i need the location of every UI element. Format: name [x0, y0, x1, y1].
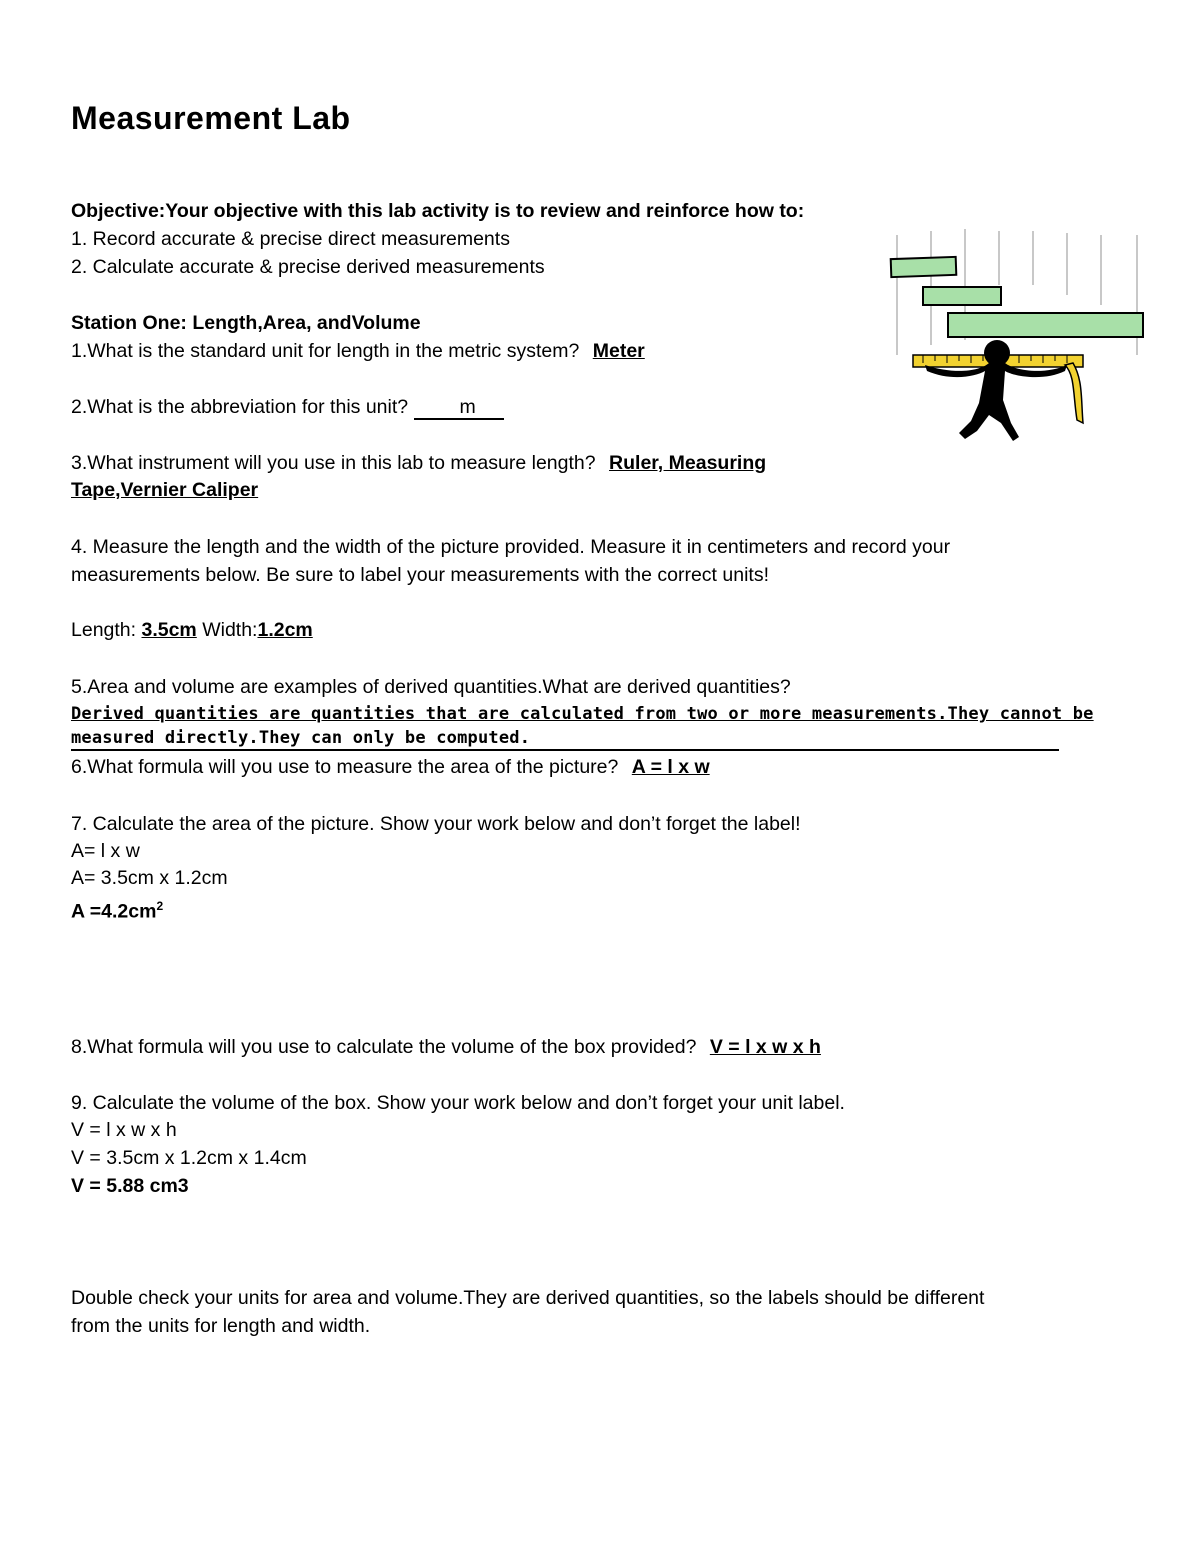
question-1-text: 1.What is the standard unit for length in the metric system? — [71, 340, 580, 362]
question-5-text: 5.Area and volume are examples of derived quantities.What are derived quantities? — [71, 676, 791, 698]
question-7-work-1: A= l x w — [71, 840, 140, 862]
question-7-text: 7. Calculate the area of the picture. Show your work below and don’t forget the label! — [71, 813, 801, 835]
width-label: Width: — [202, 619, 258, 641]
objective-lead: Objective:Your objective with this lab activity is to review and reinforce how to: — [71, 200, 805, 222]
length-value: 3.5cm — [141, 619, 197, 641]
question-2 — [71, 394, 504, 420]
question-3 — [71, 450, 766, 476]
question-3-answer-line1: Ruler, Measuring — [609, 452, 767, 474]
question-6-answer: A = l x w — [631, 756, 710, 778]
question-1 — [71, 338, 645, 364]
closing-note-line1: Double check your units for area and volume.They are derived quantities, so the labels should be different — [71, 1287, 985, 1309]
length-width-row — [71, 617, 313, 643]
question-5-answer-line2: measured directly.They can only be computed. — [71, 727, 1059, 751]
question-4-line2: measurements below. Be sure to label your measurements with the correct units! — [71, 564, 769, 586]
question-9-work-2: V = 3.5cm x 1.2cm x 1.4cm — [71, 1147, 307, 1169]
question-3-answer-line2: Tape,Vernier Caliper — [71, 479, 259, 501]
page-title: Measurement Lab — [71, 100, 351, 136]
question-2-answer: m — [414, 396, 504, 420]
objective-item-1: 1. Record accurate & precise direct measurements — [71, 228, 510, 250]
objective-item-2: 2. Calculate accurate & precise derived measurements — [71, 256, 545, 278]
question-7-result — [71, 893, 163, 925]
closing-note-line2: from the units for length and width. — [71, 1315, 371, 1337]
question-4-line1: 4. Measure the length and the width of the picture provided. Measure it in centimeters and record your — [71, 536, 951, 558]
question-9-text: 9. Calculate the volume of the box. Show your work below and don’t forget your unit label. — [71, 1092, 845, 1114]
area-result: A =4.2cm — [71, 900, 157, 923]
measuring-man-icon — [885, 225, 1150, 460]
question-9-work-1: V = l x w x h — [71, 1119, 177, 1141]
question-8 — [71, 1034, 821, 1060]
question-2-text: 2.What is the abbreviation for this unit? — [71, 396, 409, 418]
area-result-exponent: 2 — [156, 899, 164, 913]
length-label: Length: — [71, 619, 137, 641]
question-8-answer: V = l x w x h — [709, 1036, 821, 1058]
question-8-text: 8.What formula will you use to calculate the volume of the box provided? — [71, 1036, 697, 1058]
question-6 — [71, 754, 710, 780]
station-heading: Station One: Length,Area, andVolume — [71, 312, 421, 334]
width-value: 1.2cm — [257, 619, 313, 641]
question-9-result: V = 5.88 cm3 — [71, 1175, 189, 1197]
question-3-text: 3.What instrument will you use in this lab to measure length? — [71, 452, 596, 474]
question-1-answer: Meter — [592, 340, 645, 362]
question-6-text: 6.What formula will you use to measure the area of the picture? — [71, 756, 619, 778]
question-5-answer-line1: Derived quantities are quantities that are calculated from two or more measurements.They cannot be — [71, 704, 1094, 724]
question-7-work-2: A= 3.5cm x 1.2cm — [71, 867, 228, 889]
